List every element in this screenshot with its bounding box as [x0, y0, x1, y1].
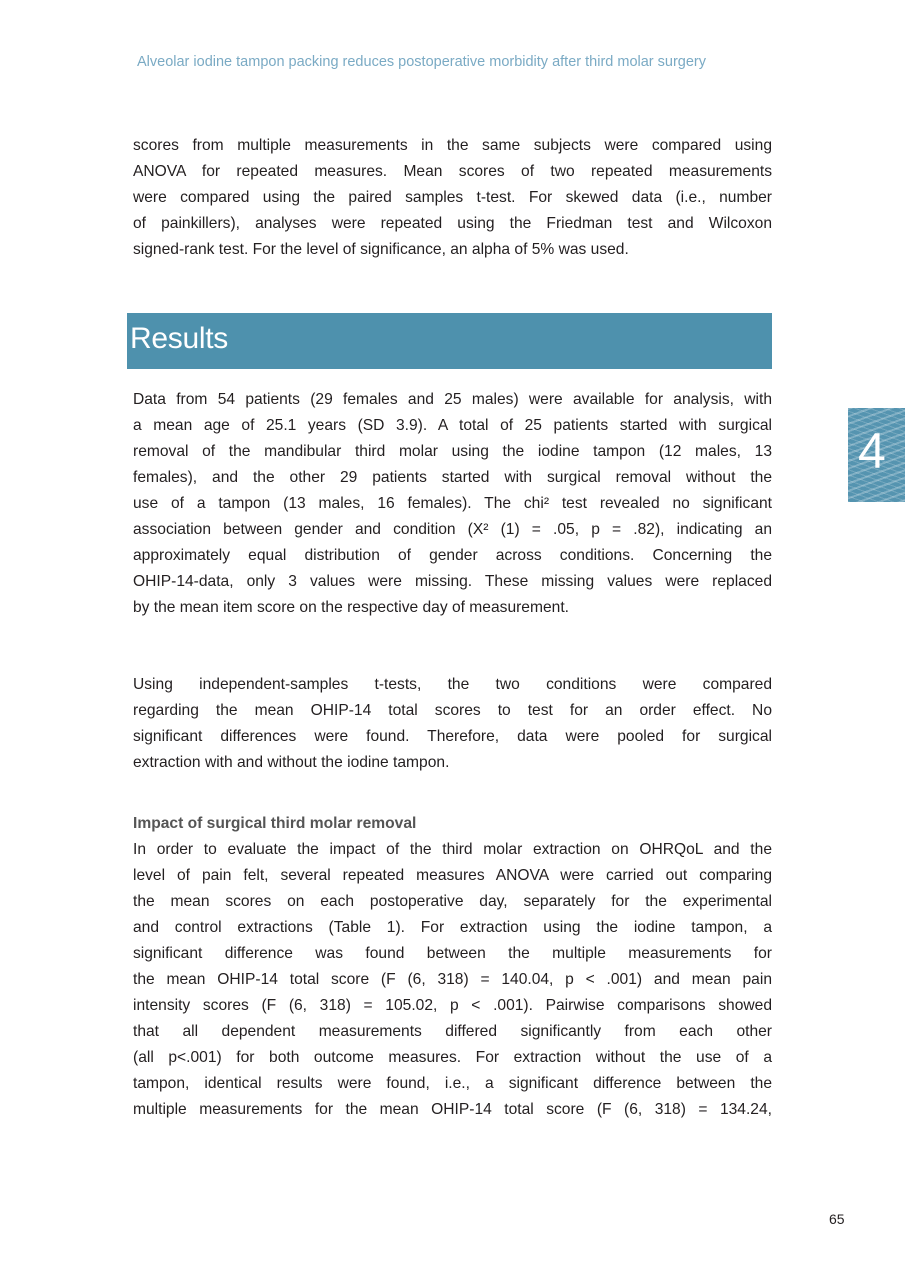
paragraph-impact — [133, 837, 772, 1123]
page-number: 65 — [829, 1211, 845, 1227]
text-line: were compared using the paired samples t-test. For skewed data (i.e., number — [133, 189, 772, 206]
text-line: In order to evaluate the impact of the third molar extraction on OHRQoL and the — [133, 841, 772, 858]
paragraph-order-effect — [133, 672, 772, 776]
text-line: ANOVA for repeated measures. Mean scores of two repeated measurements — [133, 163, 772, 180]
paragraph-demographics — [133, 387, 772, 621]
text-line: approximately equal distribution of gender across conditions. Concerning the — [133, 547, 772, 564]
text-line: significant difference was found between the multiple measurements for — [133, 945, 772, 962]
subsection-impact — [133, 811, 772, 1123]
text-line: intensity scores (F (6, 318) = 105.02, p < .001). Pairwise comparisons showed — [133, 997, 772, 1014]
text-line: that all dependent measurements differed significantly from each other — [133, 1023, 772, 1040]
text-line: scores from multiple measurements in the same subjects were compared using — [133, 137, 772, 154]
text-line: association between gender and condition (X² (1) = .05, p = .82), indicating an — [133, 521, 772, 538]
chapter-number: 4 — [858, 423, 886, 479]
text-line: a mean age of 25.1 years (SD 3.9). A total of 25 patients started with surgical — [133, 417, 772, 434]
text-line: multiple measurements for the mean OHIP-14 total score (F (6, 318) = 134.24, — [133, 1101, 772, 1118]
section-header-results — [127, 313, 772, 369]
subsection-heading: Impact of surgical third molar removal — [133, 815, 417, 832]
section-title: Results — [130, 322, 228, 355]
text-line: by the mean item score on the respective day of measurement. — [133, 599, 569, 616]
text-line: significant differences were found. Therefore, data were pooled for surgical — [133, 728, 772, 745]
text-line: level of pain felt, several repeated measures ANOVA were carried out comparing — [133, 867, 772, 884]
text-line: signed-rank test. For the level of significance, an alpha of 5% was used. — [133, 241, 629, 258]
text-line: Using independent-samples t-tests, the two conditions were compared — [133, 676, 772, 693]
paragraph-methods-end — [133, 133, 772, 263]
chapter-tab — [848, 408, 905, 502]
text-line: OHIP-14-data, only 3 values were missing. These missing values were replaced — [133, 573, 772, 590]
text-line: removal of the mandibular third molar using the iodine tampon (12 males, 13 — [133, 443, 772, 460]
text-line: regarding the mean OHIP-14 total scores to test for an order effect. No — [133, 702, 772, 719]
text-line: (all p<.001) for both outcome measures. For extraction without the use of a — [133, 1049, 772, 1066]
text-line: the mean OHIP-14 total score (F (6, 318) = 140.04, p < .001) and mean pain — [133, 971, 772, 988]
text-line: and control extractions (Table 1). For extraction using the iodine tampon, a — [133, 919, 772, 936]
running-title: Alveolar iodine tampon packing reduces postoperative morbidity after third molar surgery — [137, 54, 707, 70]
text-line: females), and the other 29 patients started with surgical removal without the — [133, 469, 772, 486]
text-line: use of a tampon (13 males, 16 females). The chi² test revealed no significant — [133, 495, 772, 512]
text-line: Data from 54 patients (29 females and 25 males) were available for analysis, with — [133, 391, 772, 408]
text-line: of painkillers), analyses were repeated using the Friedman test and Wilcoxon — [133, 215, 772, 232]
text-line: tampon, identical results were found, i.e., a significant difference between the — [133, 1075, 772, 1092]
text-line: extraction with and without the iodine tampon. — [133, 754, 450, 771]
text-line: the mean scores on each postoperative day, separately for the experimental — [133, 893, 772, 910]
